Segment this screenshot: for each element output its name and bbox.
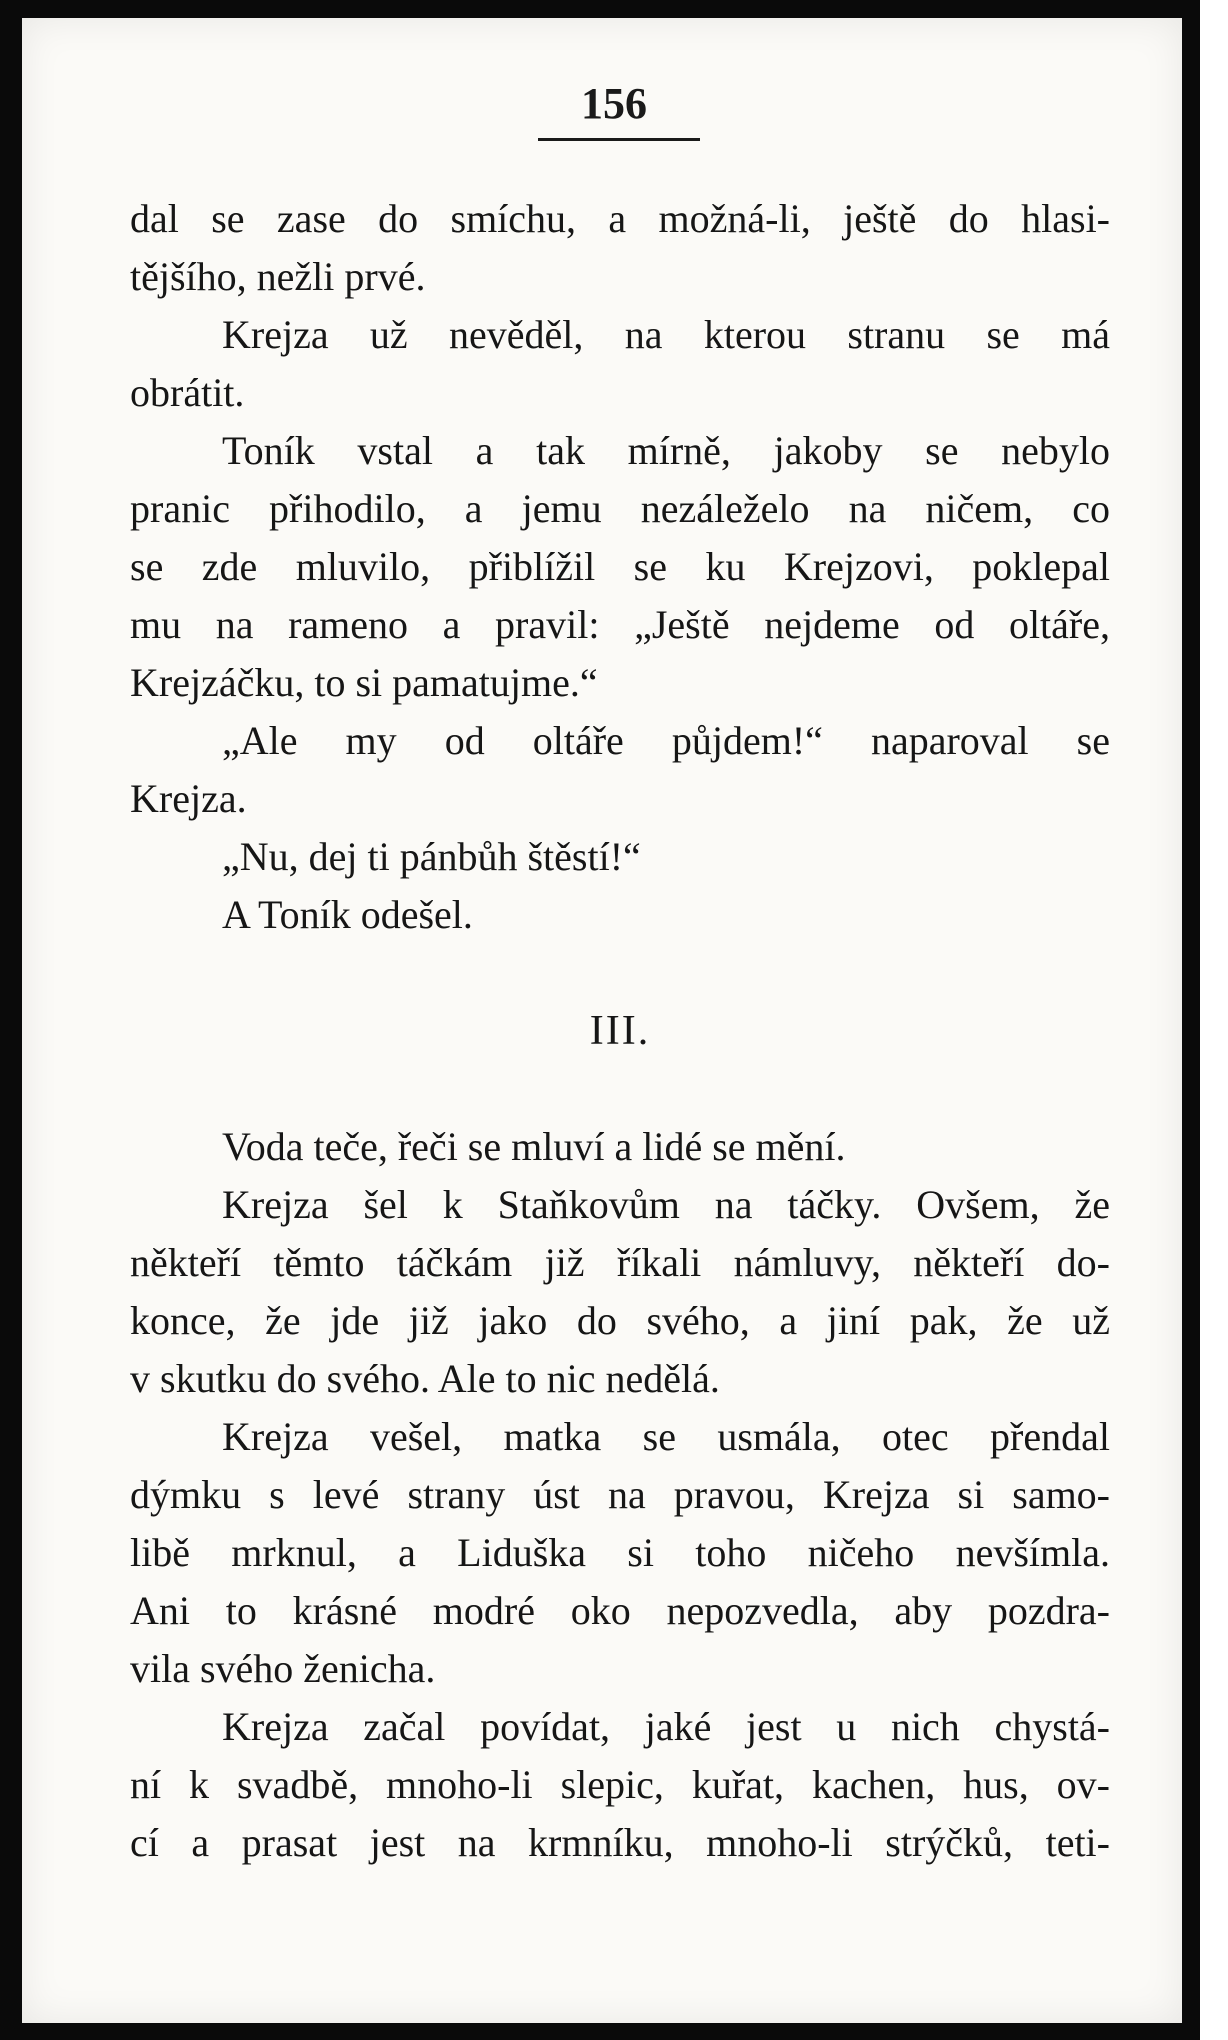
page-number-rule [538, 138, 700, 141]
text-line: Toník vstal a tak mírně, jakoby se nebylo [222, 428, 1110, 473]
text-line: A Toník odešel. [222, 892, 473, 937]
text-line: někteří těmto táčkám již říkali námluvy, někteří do- [130, 1240, 1110, 1285]
body-text [130, 190, 1110, 1872]
text-line: konce, že jde již jako do svého, a jiní pak, že už [130, 1298, 1110, 1343]
text-line: Krejza vešel, matka se usmála, otec přendal [222, 1414, 1110, 1459]
text-line: Voda teče, řeči se mluví a lidé se mění. [222, 1124, 846, 1169]
page-number: 156 [581, 79, 647, 128]
text-line: „Nu, dej ti pánbůh štěstí!“ [222, 834, 641, 879]
text-line: Krejza už nevěděl, na kterou stranu se má [222, 312, 1110, 357]
text-line: se zde mluvilo, přiblížil se ku Krejzovi, poklepal [130, 544, 1110, 589]
text-line: tějšího, nežli prvé. [130, 254, 426, 299]
text-line: Krejza začal povídat, jaké jest u nich chystá- [222, 1704, 1110, 1749]
page-edge [1200, 0, 1228, 2040]
text-line: dýmku s levé strany úst na pravou, Krejza si samo- [130, 1472, 1110, 1517]
text-line: dal se zase do smíchu, a možná-li, ještě do hlasi- [130, 196, 1110, 241]
text-line: Krejza. [130, 776, 247, 821]
text-line: ní k svadbě, mnoho-li slepic, kuřat, kachen, hus, ov- [130, 1762, 1110, 1807]
text-line: v skutku do svého. Ale to nic nedělá. [130, 1356, 720, 1401]
text-line: „Ale my od oltáře půjdem!“ naparoval se [222, 718, 1110, 763]
text-line: Krejza šel k Staňkovům na táčky. Ovšem, že [222, 1182, 1110, 1227]
chapter-heading: III. [589, 1008, 651, 1054]
text-line: vila svého ženicha. [130, 1646, 436, 1691]
text-line: pranic přihodilo, a jemu nezáleželo na ničem, co [130, 486, 1110, 531]
text-line: Krejzáčku, to si pamatujme.“ [130, 660, 598, 705]
text-line: Ani to krásné modré oko nepozvedla, aby pozdra- [130, 1588, 1110, 1633]
text-line: cí a prasat jest na krmníku, mnoho-li strýčků, teti- [130, 1820, 1110, 1865]
text-line: mu na rameno a pravil: „Ještě nejdeme od oltáře, [130, 602, 1110, 647]
text-line: obrátit. [130, 370, 245, 415]
text-line: libě mrknul, a Liduška si toho ničeho nevšímla. [130, 1530, 1110, 1575]
